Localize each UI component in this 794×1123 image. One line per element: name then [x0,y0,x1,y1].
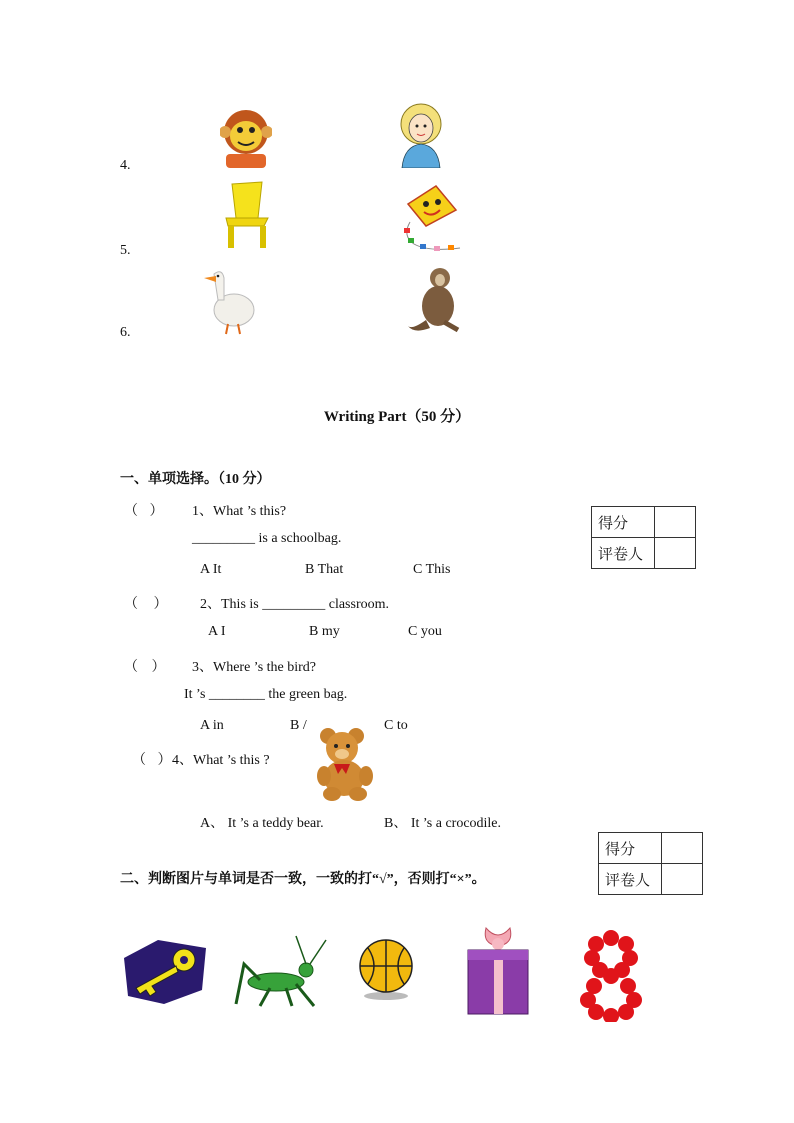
part2-heading: 二、判断图片与单词是否一致，一致的打“√”，否则打“×”。 [120,872,486,887]
monkey-picture [404,264,466,336]
duck-picture [200,264,260,338]
part1-heading: 一、单项选择。（10 分） [120,472,271,487]
score-box[interactable] [662,833,703,864]
grader-box[interactable] [662,864,703,895]
teddy-bear-picture [310,726,380,802]
option: B / [290,718,307,733]
answer-paren[interactable]: （ ） [132,753,176,768]
part1-score-table [591,506,696,569]
question-stem: 3、Where ’s the bird? [192,660,317,675]
chair-picture [218,180,274,250]
question-stem: 1、What ’s this? [192,504,287,519]
option: A、 It ’s a teddy bear. [200,816,324,831]
option: C This [413,562,451,577]
score-label: 得分 [599,833,662,864]
option: A in [200,718,224,733]
monkey-face-picture [220,106,272,168]
option: C to [384,718,408,733]
question-stem: 2、This is _________ classroom. [200,597,389,612]
row-number: 4. [120,158,131,173]
basketball-picture [356,936,416,1002]
row-number: 5. [120,243,131,258]
option: B、 It ’s a crocodile. [384,816,502,831]
answer-paren[interactable]: （ ） [124,504,168,519]
score-label: 得分 [592,507,655,538]
grader-label: 评卷人 [599,864,662,895]
grader-label: 评卷人 [592,538,655,569]
key-picture [118,938,210,1006]
question-stem: 4、What ’s this ? [172,753,270,768]
number-eight-flower-picture [578,930,644,1022]
answer-paren[interactable]: （ ） [124,597,174,612]
answer-paren[interactable]: （ ） [124,660,171,675]
gift-picture [464,926,532,1018]
question-blank-line: _________ is a schoolbag. [192,531,342,546]
grasshopper-picture [230,934,328,1010]
option: B That [305,562,344,577]
question-blank-line: It ’s ________ the green bag. [184,687,348,702]
option: C you [408,624,442,639]
option: A It [200,562,222,577]
kite-picture [398,182,468,254]
row-number: 6. [120,325,131,340]
grader-box[interactable] [655,538,696,569]
part2-score-table [598,832,703,895]
option: B my [309,624,340,639]
option: A I [208,624,226,639]
section-title: Writing Part（50 分） [323,409,471,425]
girl-picture [396,102,446,168]
score-box[interactable] [655,507,696,538]
